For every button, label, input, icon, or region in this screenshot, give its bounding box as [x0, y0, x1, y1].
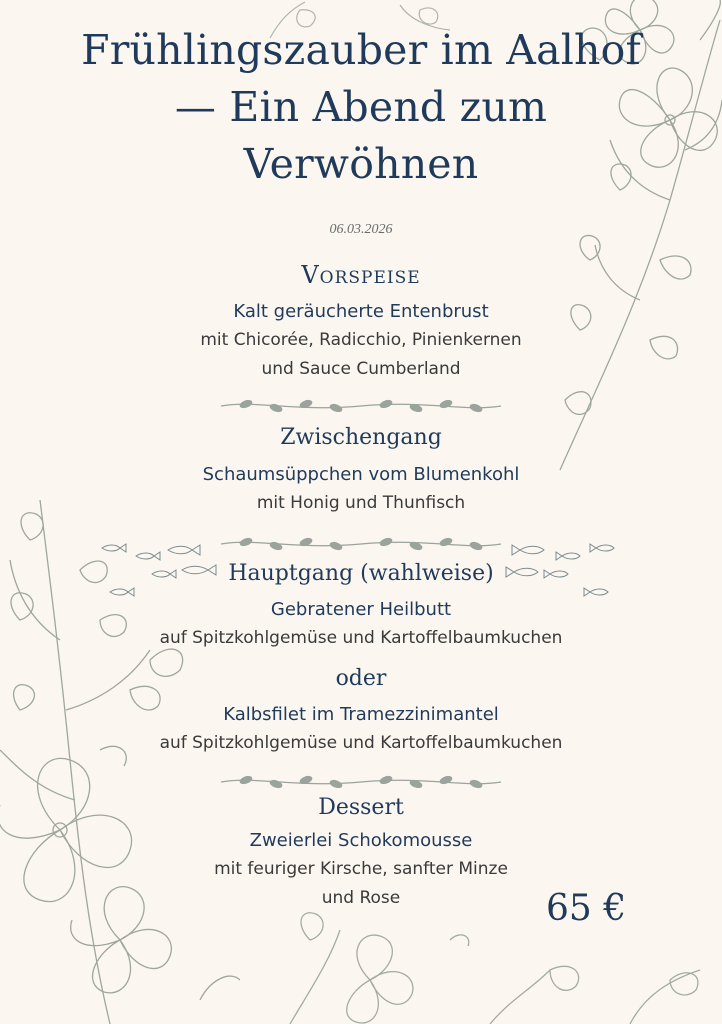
event-date: 06.03.2026 [329, 222, 393, 237]
dish-hauptgang-option-2: Kalbsfilet im Tramezzinimantel [223, 704, 499, 725]
course-heading-zwischengang: Zwischengang [280, 425, 442, 450]
floral-bottom-center-illustration [250, 900, 722, 1024]
description-line: und Sauce Cumberland [261, 359, 461, 379]
dish-description-zwischengang [0, 489, 722, 518]
course-heading-vorspeise: Vorspeise [301, 261, 421, 289]
dish-zwischengang: Schaumsüppchen vom Blumenkohl [202, 464, 520, 485]
menu-price: 65 € [546, 888, 627, 929]
vine-divider [216, 396, 506, 416]
menu-title [0, 22, 722, 193]
dish-vorspeise: Kalt geräucherte Entenbrust [233, 301, 489, 322]
description-line: auf Spitzkohlgemüse und Kartoffelbaumkuchen [159, 733, 563, 753]
title-line-3: Verwöhnen [243, 140, 479, 188]
dish-description-hauptgang-option-1 [0, 624, 722, 653]
course-heading-hauptgang: Hauptgang (wahlweise) [228, 561, 494, 586]
dish-description-vorspeise [0, 326, 722, 384]
vine-divider [216, 534, 506, 554]
dish-description-hauptgang-option-2 [0, 729, 722, 758]
description-line: mit feuriger Kirsche, sanfter Minze [214, 859, 508, 879]
vine-divider [216, 772, 506, 792]
title-line-2: — Ein Abend zum [174, 83, 548, 131]
dish-hauptgang-option-1: Gebratener Heilbutt [270, 599, 452, 620]
description-line: mit Honig und Thunfisch [256, 493, 466, 513]
description-line: mit Chicorée, Radicchio, Pinienkernen [200, 330, 522, 350]
dish-dessert: Zweierlei Schokomousse [249, 830, 473, 851]
description-line: und Rose [321, 888, 401, 908]
course-heading-dessert: Dessert [318, 795, 404, 820]
choice-separator: oder [335, 666, 387, 691]
description-line: auf Spitzkohlgemüse und Kartoffelbaumkuchen [159, 628, 563, 648]
title-line-1: Frühlingszauber im Aalhof [81, 26, 641, 74]
